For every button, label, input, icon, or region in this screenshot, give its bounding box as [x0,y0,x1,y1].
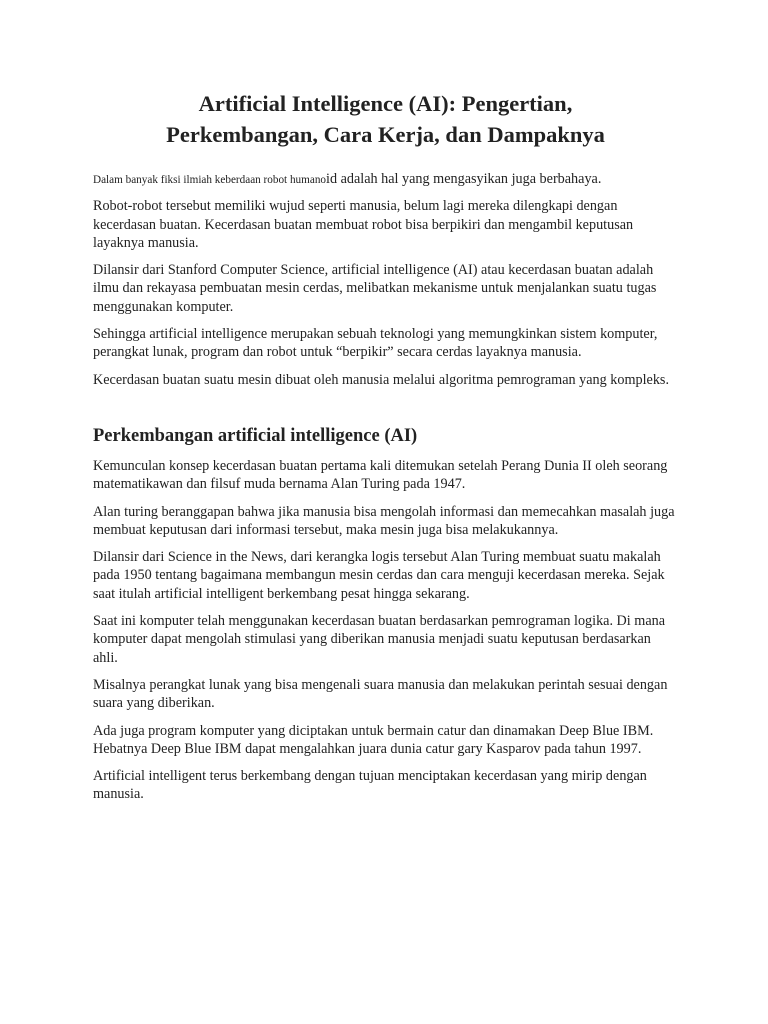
paragraph: Sehingga artificial intelligence merupakan sebuah teknologi yang memungkinkan sistem komputer, perangkat lunak, program dan robot untuk “berpikir” secara cerdas layaknya manusia. [93,326,658,361]
intro-paragraphs [93,197,678,389]
document-title-line-2: Perkembangan, Cara Kerja, dan Dampaknya [166,122,605,147]
section-paragraphs [93,457,678,804]
section-paragraph: Saat ini komputer telah menggunakan kecerdasan buatan berdasarkan pemrograman logika. Di mana komputer dapat mengolah stimulasi yang diberikan manusia menjadi suatu keputusan berdasarkan ahli. [93,613,666,666]
section-paragraph: Alan turing beranggapan bahwa jika manusia bisa mengolah informasi dan memecahkan masalah juga membuat keputusan dari informasi tersebut, maka mesin juga bisa melakukannya. [93,503,675,538]
document-page [93,88,678,813]
intro-paragraph [93,170,678,189]
section-heading: Perkembangan artificial intelligence (AI) [93,425,418,446]
intro-small-text: Dalam banyak fiksi ilmiah keberdaan robot humano [93,174,327,186]
paragraph: Dilansir dari Stanford Computer Science, artificial intelligence (AI) atau kecerdasan buatan adalah ilmu dan rekayasa pembuatan mesin cerdas, melibatkan mekanisme untuk menjalankan suatu tugas menggunakan komputer. [93,262,657,315]
intro-rest-text: id adalah hal yang mengasyikan juga berbahaya. [326,171,602,187]
document-title-line-1: Artificial Intelligence (AI): Pengertian, [198,91,573,116]
section-paragraph: Artificial intelligent terus berkembang dengan tujuan menciptakan kecerdasan yang mirip dengan manusia. [93,768,647,803]
section-paragraph: Ada juga program komputer yang diciptakan untuk bermain catur dan dinamakan Deep Blue IBM. Hebatnya Deep Blue IBM dapat mengalahkan juara dunia catur gary Kasparov pada tahun 1997. [93,722,654,757]
section-paragraph: Dilansir dari Science in the News, dari kerangka logis tersebut Alan Turing membuat suatu makalah pada 1950 tentang bagaimana membangun mesin cerdas dan cara menguji kecerdasan mereka. Sejak saat itulah artificial intelligent berkembang pesat hingga sekarang. [93,549,665,602]
paragraph: Robot-robot tersebut memiliki wujud seperti manusia, belum lagi mereka dilengkapi dengan kecerdasan buatan. Kecerdasan buatan membuat robot bisa berpikiri dan mengambil keputusan layaknya manusia. [93,198,634,251]
section-paragraph: Kemunculan konsep kecerdasan buatan pertama kali ditemukan setelah Perang Dunia II oleh seorang matematikawan dan filsuf muda bernama Alan Turing pada 1947. [93,457,668,493]
section-paragraph: Misalnya perangkat lunak yang bisa mengenali suara manusia dan melakukan perintah sesuai dengan suara yang diberikan. [93,676,668,712]
document-title [93,88,678,150]
paragraph: Kecerdasan buatan suatu mesin dibuat oleh manusia melalui algoritma pemrograman yang kompleks. [93,371,669,388]
